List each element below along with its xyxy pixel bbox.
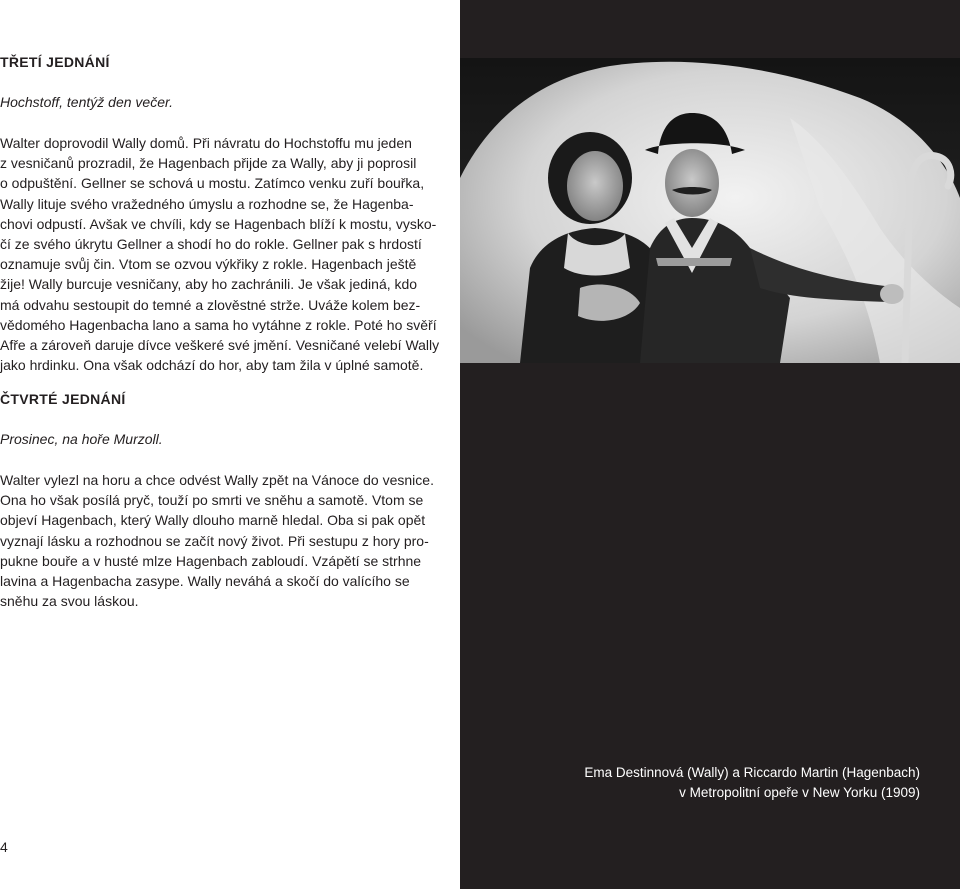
act3-line: z vesničanů prozradil, že Hagenbach přijde za Wally, aby ji poprosil <box>0 155 417 172</box>
act3-line: žije! Wally burcuje vesničany, aby ho zachránili. Je však jediná, kdo <box>0 276 418 293</box>
act4-line: Ona ho však posílá pryč, touží po smrti ve sněhu a samotě. Vtom se <box>0 492 424 509</box>
photo-panel <box>460 0 960 889</box>
act3-heading: TŘETÍ JEDNÁNÍ <box>0 54 110 70</box>
act4-setting: Prosinec, na hoře Murzoll. <box>0 431 163 447</box>
act3-line: čí ze svého úkrytu Gellner a shodí ho do rokle. Gellner pak s hrdostí <box>0 236 422 253</box>
act4-line: sněhu za svou láskou. <box>0 593 139 610</box>
act4-line: pukne bouře a v husté mlze Hagenbach zabloudí. Vzápětí se strhne <box>0 552 422 569</box>
act3-synopsis <box>0 133 440 375</box>
act3-line: Wally lituje svého vražedného úmyslu a rozhodne se, že Hagenba- <box>0 195 414 212</box>
act4-heading: ČTVRTÉ JEDNÁNÍ <box>0 391 126 407</box>
act4-line: vyznají lásku a rozhodnou se začít nový život. Při sestupu z hory pro- <box>0 532 429 549</box>
act3-line: má odvahu sestoupit do temné a zlověstné strže. Uváže kolem bez- <box>0 296 421 313</box>
man-sash <box>656 258 732 266</box>
page-number: 4 <box>0 839 8 855</box>
act3-line: jako hrdinku. Ona však odchází do hor, aby tam žila v úplné samotě. <box>0 357 424 374</box>
act3-line: vědomého Hagenbacha lano a sama ho vytáhne z rokle. Poté ho svěří <box>0 316 437 333</box>
act3-line: Walter doprovodil Wally domů. Při návratu do Hochstoffu mu jeden <box>0 135 412 151</box>
caption-line-1: Ema Destinnová (Wally) a Riccardo Martin (Hagenbach) <box>584 765 920 780</box>
act3-line: Afře a zároveň daruje dívce veškeré své jmění. Vesničané velebí Wally <box>0 337 440 354</box>
text-column <box>0 0 460 889</box>
caption-line-2: v Metropolitní opeře v New Yorku (1909) <box>679 785 920 800</box>
act3-line: chovi odpustí. Avšak ve chvíli, kdy se Hagenbach blíží k mostu, vysko- <box>0 215 437 232</box>
man-hand <box>880 284 904 304</box>
historical-photo <box>460 58 960 363</box>
act3-line: oznamuje svůj čin. Vtom se ozvou výkřiky z rokle. Hagenbach ještě <box>0 256 417 273</box>
act4-line: objeví Hagenbach, který Wally dlouho marně hledal. Oba si pak opět <box>0 512 426 529</box>
act3-setting: Hochstoff, tentýž den večer. <box>0 94 174 110</box>
act4-synopsis <box>0 470 434 611</box>
woman-face <box>567 151 623 221</box>
photo-caption <box>520 763 920 803</box>
man-face <box>665 149 719 217</box>
act3-line: o odpuštění. Gellner se schová u mostu. Zatímco venku zuří bouřka, <box>0 175 425 192</box>
act4-line: lavina a Hagenbacha zasype. Wally neváhá a skočí do valícího se <box>0 573 410 590</box>
act4-line: Walter vylezl na horu a chce odvést Wally zpět na Vánoce do vesnice. <box>0 472 434 488</box>
